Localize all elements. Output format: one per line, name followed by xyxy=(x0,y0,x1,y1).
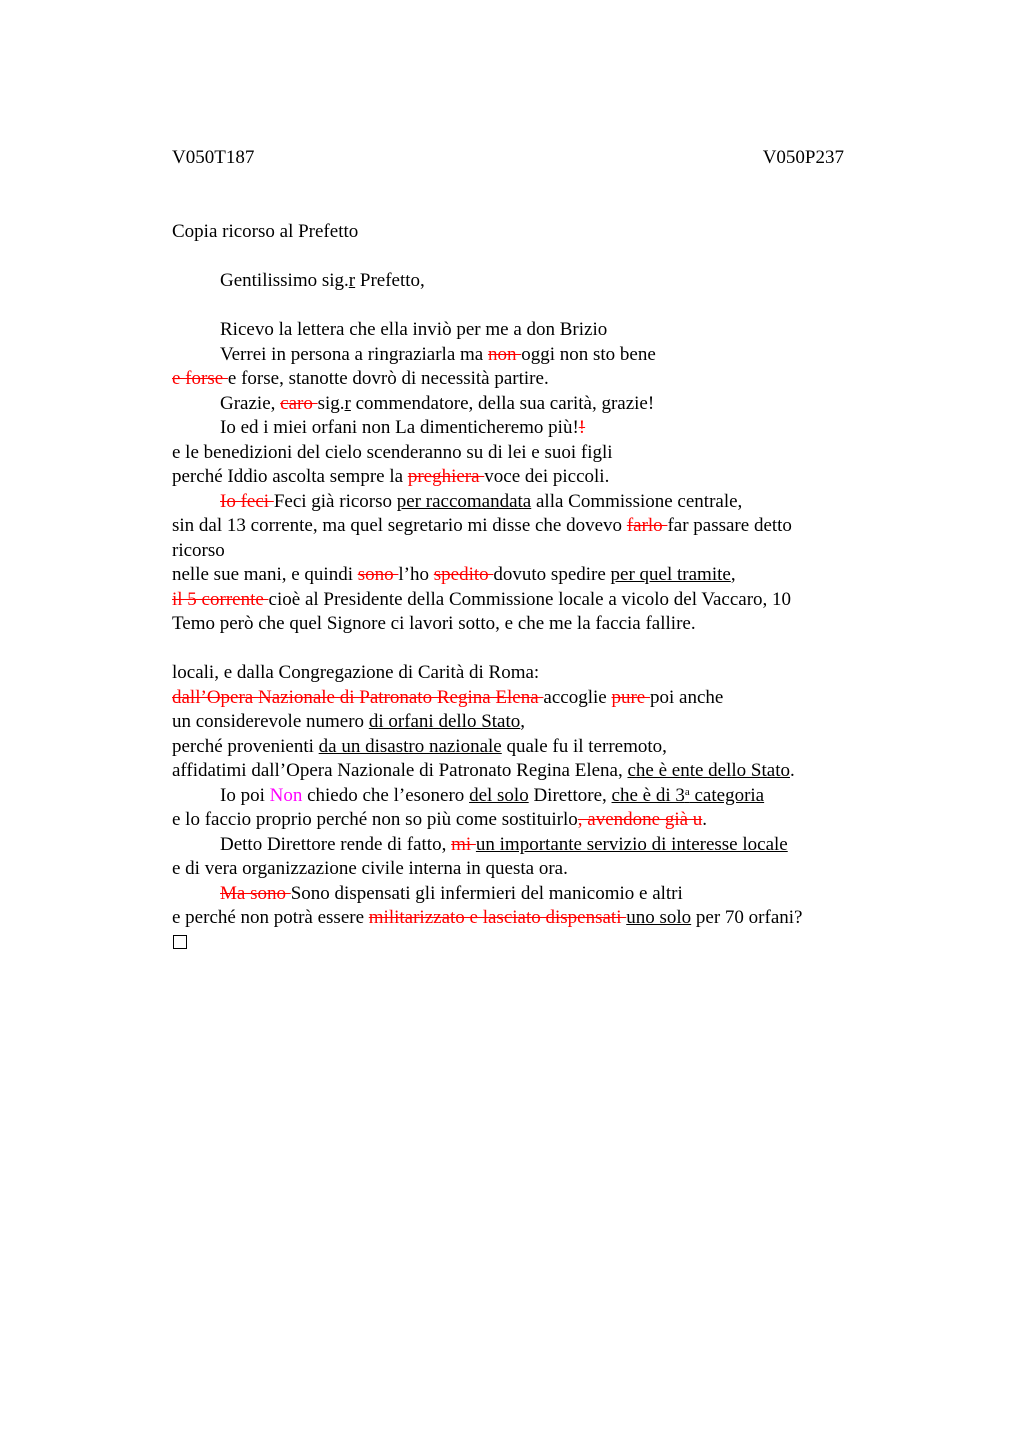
deleted-text: mi xyxy=(451,833,476,855)
letter-line xyxy=(172,784,872,809)
text-segment: Verrei in persona a ringraziarla ma xyxy=(220,343,488,365)
underlined-text: di orfani dello Stato xyxy=(368,711,521,732)
text-segment: perché Iddio ascolta sempre la xyxy=(172,466,408,487)
letter-line: e di vera organizzazione civile interna in questa ora. xyxy=(172,858,568,879)
underlined-text: che è ente dello Stato xyxy=(627,760,790,781)
deleted-text: farlo xyxy=(626,515,668,536)
text-segment: per 70 orfani? xyxy=(691,907,803,928)
letter-line xyxy=(172,686,872,711)
deleted-text: sono xyxy=(357,564,399,585)
square-box-icon xyxy=(173,935,187,949)
deleted-text: e forse xyxy=(172,368,228,389)
inserted-text: Non xyxy=(269,784,303,806)
text-segment: dovuto spedire xyxy=(493,564,611,585)
text-segment: Direttore, xyxy=(528,784,612,806)
text-segment: che è di 3 xyxy=(611,784,685,806)
text-segment: sig. xyxy=(317,392,345,414)
text-segment: , xyxy=(520,711,526,732)
deleted-text: ! xyxy=(578,417,586,438)
letter-line: Ricevo la lettera che ella inviò per me a don Brizio xyxy=(220,319,608,340)
end-marker-line xyxy=(172,931,872,956)
letter-body xyxy=(172,220,872,955)
deleted-text: caro xyxy=(280,392,318,414)
text-segment: cioè al Presidente della Commissione locale a vicolo del Vaccaro, 10 xyxy=(268,588,792,610)
letter-line xyxy=(172,710,872,735)
letter-line xyxy=(172,833,872,858)
text-segment: alla Commissione centrale, xyxy=(531,490,743,512)
letter-line xyxy=(172,759,872,784)
letter-line xyxy=(172,490,872,515)
deleted-text: pure xyxy=(611,686,650,708)
text-segment: accoglie xyxy=(543,686,612,708)
letter-title: Copia ricorso al Prefetto xyxy=(172,221,359,242)
text-segment: Prefetto, xyxy=(355,270,425,291)
deleted-text: , avendone già u xyxy=(577,809,703,830)
underlined-text: uno solo xyxy=(626,907,692,928)
text-segment: quale fu il terremoto, xyxy=(501,735,667,757)
deleted-text: Io feci xyxy=(220,490,274,512)
letter-line xyxy=(172,416,872,441)
letter-line xyxy=(172,808,872,833)
letter-line xyxy=(172,906,872,931)
document-code-right: V050P237 xyxy=(762,147,844,168)
letter-line xyxy=(172,563,872,588)
underlined-text: r xyxy=(344,392,351,414)
letter-line xyxy=(172,735,872,760)
text-segment: . xyxy=(702,809,708,830)
text-segment: poi anche xyxy=(649,686,724,708)
text-segment: l’ho xyxy=(398,564,434,585)
text-segment: . xyxy=(789,760,795,781)
deleted-text: preghiera xyxy=(407,466,485,487)
letter-line xyxy=(172,465,872,490)
underlined-text: da un disastro nazionale xyxy=(318,735,502,757)
letter-line: locali, e dalla Congregazione di Carità di Roma: xyxy=(172,662,540,683)
blank-line xyxy=(172,294,872,319)
text-segment: categoria xyxy=(689,784,765,806)
letter-line xyxy=(172,343,872,368)
letter-line: e le benedizioni del cielo scenderanno su di lei e suoi figli xyxy=(172,441,613,463)
deleted-text: militarizzato e lasciato dispensati xyxy=(368,907,627,928)
underlined-text: del solo xyxy=(469,784,529,806)
text-segment: voce dei piccoli. xyxy=(484,466,610,487)
blank-line xyxy=(172,637,872,662)
text-segment: Io poi xyxy=(220,784,270,806)
text-segment: Grazie, xyxy=(220,392,281,414)
deleted-text: Ma sono xyxy=(220,882,291,904)
document-code-left: V050T187 xyxy=(172,147,255,168)
letter-line xyxy=(172,588,872,613)
letter-line xyxy=(172,367,872,392)
text-segment: nelle sue mani, e quindi xyxy=(172,564,358,585)
letter-line xyxy=(172,514,872,539)
text-segment: e perché non potrà essere xyxy=(172,907,369,928)
text-segment: e lo faccio proprio perché non so più come sostituirlo xyxy=(172,809,578,830)
text-segment: , xyxy=(730,564,736,585)
underlined-text: per quel tramite xyxy=(610,564,731,585)
letter-line xyxy=(172,392,872,417)
text-segment: Gentilissimo sig. xyxy=(220,270,349,291)
text-segment: commendatore, della sua carità, grazie! xyxy=(350,392,655,414)
text-segment: Feci già ricorso xyxy=(273,490,397,512)
underlined-text: un importante servizio di interesse locale xyxy=(475,833,788,855)
letter-line: Temo però che quel Signore ci lavori sotto, e che me la faccia fallire. xyxy=(172,613,696,634)
text-segment: oggi non sto bene xyxy=(521,343,656,365)
text-segment: Sono dispensati gli infermieri del manicomio e altri xyxy=(290,882,683,904)
letter-greeting xyxy=(172,269,872,294)
underlined-text: r xyxy=(348,270,356,291)
text-segment: Detto Direttore rende di fatto, xyxy=(220,833,452,855)
underlined-text: per raccomandata xyxy=(396,490,532,512)
deleted-text: dall’Opera Nazionale di Patronato Regina Elena xyxy=(172,686,544,708)
letter-line: ricorso xyxy=(172,539,225,561)
letter-line xyxy=(172,882,872,907)
blank-line xyxy=(172,245,872,270)
text-segment: un considerevole numero xyxy=(172,711,369,732)
deleted-text: il 5 corrente xyxy=(172,588,269,610)
text-segment: chiedo che l’esonero xyxy=(302,784,470,806)
text-segment: sin dal 13 corrente, ma quel segretario mi disse che dovevo xyxy=(172,515,627,536)
text-segment: perché provenienti xyxy=(172,735,319,757)
superscript-text: a xyxy=(684,785,690,798)
underlined-text xyxy=(612,785,765,806)
text-segment: e forse, stanotte dovrò di necessità partire. xyxy=(227,368,549,389)
deleted-text: non xyxy=(487,343,522,365)
text-segment: affidatimi dall’Opera Nazionale di Patronato Regina Elena, xyxy=(172,760,628,781)
text-segment: Io ed i miei orfani non La dimenticheremo più! xyxy=(220,417,579,438)
deleted-text: spedito xyxy=(433,564,494,585)
text-segment: far passare detto xyxy=(667,515,792,536)
